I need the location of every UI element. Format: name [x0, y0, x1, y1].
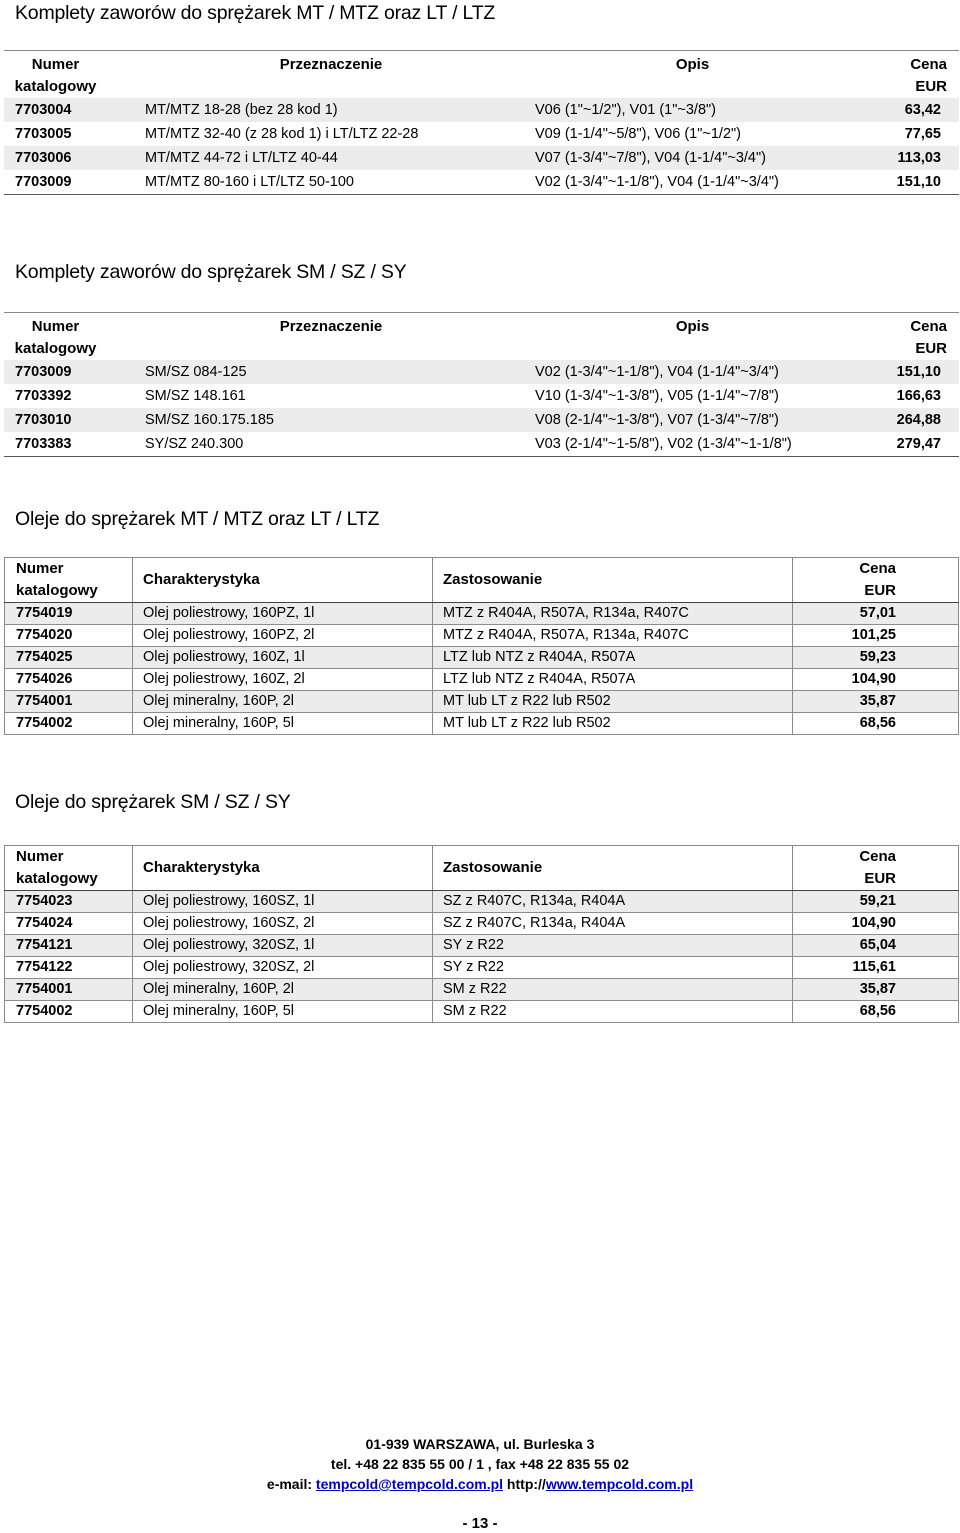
header-katalogowy: katalogowy	[16, 870, 98, 887]
table-row	[5, 891, 959, 913]
catalog-number: 7754001	[5, 979, 133, 1001]
header-cena-eur	[793, 846, 959, 891]
price-cell: 63,42	[858, 98, 959, 122]
table-row	[5, 979, 959, 1001]
catalog-number: 7703009	[4, 360, 135, 384]
header-numer-katalogowy	[5, 846, 133, 891]
characteristic-cell: Olej mineralny, 160P, 2l	[133, 979, 433, 1001]
purpose-cell: MT/MTZ 80-160 i LT/LTZ 50-100	[135, 170, 527, 195]
table-row	[4, 360, 959, 384]
header-numer: Numer	[31, 318, 80, 335]
footer-email-link[interactable]: tempcold@tempcold.com.pl	[315, 1476, 504, 1492]
price-cell: 57,01	[793, 603, 959, 625]
table-row	[4, 98, 959, 122]
footer-phone: tel. +48 22 835 55 00 / 1 , fax +48 22 835 55 02	[330, 1456, 630, 1472]
table-row	[4, 122, 959, 146]
header-zastosowanie: Zastosowanie	[433, 558, 793, 603]
catalog-number: 7754122	[5, 957, 133, 979]
table-row	[4, 170, 959, 195]
purpose-cell: SM/SZ 148.161	[145, 388, 246, 404]
header-numer: Numer	[16, 560, 64, 577]
table-row	[5, 935, 959, 957]
table-row	[5, 603, 959, 625]
characteristic-cell: Olej poliestrowy, 320SZ, 1l	[133, 935, 433, 957]
price-cell: 104,90	[793, 913, 959, 935]
application-cell: SZ z R407C, R134a, R404A	[433, 913, 793, 935]
application-cell: LTZ lub NTZ z R404A, R507A	[433, 669, 793, 691]
price-cell: 264,88	[858, 408, 959, 432]
oils-sm-table	[4, 845, 959, 1023]
table-row	[4, 146, 959, 170]
oils-mt-table	[4, 557, 959, 735]
table-row	[5, 1001, 959, 1023]
characteristic-cell: Olej mineralny, 160P, 5l	[133, 1001, 433, 1023]
description-cell: V07 (1-3/4"~7/8"), V04 (1-1/4"~3/4")	[527, 146, 858, 170]
catalog-number: 7754019	[5, 603, 133, 625]
header-katalogowy: katalogowy	[14, 340, 97, 357]
footer-web-link[interactable]: www.tempcold.com.pl	[545, 1476, 694, 1492]
description-cell: V02 (1-3/4"~1-1/8"), V04 (1-1/4"~3/4")	[527, 360, 858, 384]
header-numer-katalogowy	[5, 558, 133, 603]
table-row	[5, 625, 959, 647]
price-cell: 35,87	[793, 979, 959, 1001]
characteristic-cell: Olej mineralny, 160P, 2l	[133, 691, 433, 713]
footer-address: 01-939 WARSZAWA, ul. Burleska 3	[365, 1436, 595, 1452]
catalog-number: 7703005	[15, 126, 72, 142]
section-title-valves-sm: Komplety zaworów do sprężarek SM / SZ / SY	[15, 261, 407, 283]
price-cell: 68,56	[793, 1001, 959, 1023]
purpose-cell: MT/MTZ 32-40 (z 28 kod 1) i LT/LTZ 22-28	[145, 126, 419, 142]
characteristic-cell: Olej poliestrowy, 160PZ, 2l	[133, 625, 433, 647]
catalog-number: 7703392	[15, 388, 72, 404]
header-eur: EUR	[864, 582, 896, 599]
application-cell: SZ z R407C, R134a, R404A	[433, 891, 793, 913]
description-cell: V10 (1-3/4"~1-3/8"), V05 (1-1/4"~7/8")	[535, 388, 779, 404]
catalog-number: 7754121	[5, 935, 133, 957]
price-cell: 59,23	[793, 647, 959, 669]
price-cell: 279,47	[858, 432, 959, 457]
description-cell: V02 (1-3/4"~1-1/8"), V04 (1-1/4"~3/4")	[527, 170, 858, 195]
purpose-cell: SY/SZ 240.300	[135, 432, 527, 457]
table-row	[5, 713, 959, 735]
header-przeznaczenie: Przeznaczenie	[279, 318, 383, 335]
characteristic-cell: Olej poliestrowy, 160Z, 2l	[133, 669, 433, 691]
header-katalogowy: katalogowy	[16, 582, 98, 599]
catalog-number: 7703010	[4, 408, 135, 432]
header-cena-eur	[793, 558, 959, 603]
catalog-number: 7754026	[5, 669, 133, 691]
header-zastosowanie: Zastosowanie	[433, 846, 793, 891]
application-cell: SM z R22	[433, 979, 793, 1001]
catalog-number: 7703383	[4, 432, 135, 457]
section-title-valves-mt: Komplety zaworów do sprężarek MT / MTZ oraz LT / LTZ	[15, 2, 496, 24]
characteristic-cell: Olej poliestrowy, 320SZ, 2l	[133, 957, 433, 979]
application-cell: MT lub LT z R22 lub R502	[433, 713, 793, 735]
price-cell: 68,56	[793, 713, 959, 735]
header-cena: Cena	[859, 848, 896, 865]
table-row	[5, 691, 959, 713]
section-title-oils-sm: Oleje do sprężarek SM / SZ / SY	[15, 791, 291, 813]
catalog-number: 7703006	[4, 146, 135, 170]
application-cell: SY z R22	[433, 957, 793, 979]
section-title-oils-mt: Oleje do sprężarek MT / MTZ oraz LT / LTZ	[15, 508, 380, 530]
catalog-number: 7754025	[5, 647, 133, 669]
header-katalogowy: katalogowy	[14, 78, 97, 95]
price-cell: 113,03	[858, 146, 959, 170]
header-eur: EUR	[864, 870, 896, 887]
table-row	[5, 957, 959, 979]
price-cell: 77,65	[904, 126, 941, 142]
catalog-number: 7754001	[5, 691, 133, 713]
application-cell: LTZ lub NTZ z R404A, R507A	[433, 647, 793, 669]
price-cell: 59,21	[793, 891, 959, 913]
purpose-cell: MT/MTZ 18-28 (bez 28 kod 1)	[135, 98, 527, 122]
valves-mt-table	[4, 50, 959, 195]
price-cell: 166,63	[896, 388, 941, 404]
purpose-cell: SM/SZ 084-125	[135, 360, 527, 384]
footer-contact	[0, 1474, 960, 1494]
application-cell: MTZ z R404A, R507A, R134a, R407C	[433, 603, 793, 625]
application-cell: MTZ z R404A, R507A, R134a, R407C	[433, 625, 793, 647]
price-cell: 151,10	[858, 360, 959, 384]
catalog-number: 7754020	[5, 625, 133, 647]
header-charakterystyka: Charakterystyka	[133, 846, 433, 891]
table-row	[5, 669, 959, 691]
characteristic-cell: Olej poliestrowy, 160SZ, 2l	[133, 913, 433, 935]
table-row	[5, 913, 959, 935]
description-cell: V09 (1-1/4"~5/8"), V06 (1"~1/2")	[535, 126, 741, 142]
purpose-cell: SM/SZ 160.175.185	[135, 408, 527, 432]
description-cell: V06 (1"~1/2"), V01 (1"~3/8")	[527, 98, 858, 122]
price-cell: 115,61	[793, 957, 959, 979]
header-opis: Opis	[675, 56, 710, 73]
application-cell: SY z R22	[433, 935, 793, 957]
footer-email-prefix: e-mail:	[266, 1476, 316, 1492]
header-eur: EUR	[915, 340, 947, 357]
catalog-number: 7754002	[5, 1001, 133, 1023]
price-cell: 35,87	[793, 691, 959, 713]
footer	[0, 1434, 960, 1494]
header-eur: EUR	[915, 78, 947, 95]
price-cell: 151,10	[858, 170, 959, 195]
header-cena: Cena	[910, 56, 947, 73]
description-cell: V03 (2-1/4"~1-5/8"), V02 (1-3/4"~1-1/8")	[527, 432, 858, 457]
catalog-number: 7703009	[4, 170, 135, 195]
price-cell: 104,90	[793, 669, 959, 691]
table-row	[4, 432, 959, 457]
header-cena: Cena	[859, 560, 896, 577]
catalog-number: 7754023	[5, 891, 133, 913]
catalog-number: 7703004	[4, 98, 135, 122]
price-cell: 65,04	[793, 935, 959, 957]
price-cell: 101,25	[793, 625, 959, 647]
description-cell: V08 (2-1/4"~1-3/8"), V07 (1-3/4"~7/8")	[527, 408, 858, 432]
valves-sm-table	[4, 312, 959, 457]
table-row	[4, 408, 959, 432]
catalog-number: 7754024	[5, 913, 133, 935]
characteristic-cell: Olej poliestrowy, 160SZ, 1l	[133, 891, 433, 913]
table-row	[5, 647, 959, 669]
header-numer: Numer	[31, 56, 80, 73]
header-numer: Numer	[16, 848, 64, 865]
application-cell: MT lub LT z R22 lub R502	[433, 691, 793, 713]
header-charakterystyka: Charakterystyka	[133, 558, 433, 603]
footer-web-prefix: http://	[503, 1476, 546, 1492]
characteristic-cell: Olej poliestrowy, 160PZ, 1l	[133, 603, 433, 625]
application-cell: SM z R22	[433, 1001, 793, 1023]
page-number: - 13 -	[462, 1515, 498, 1532]
purpose-cell: MT/MTZ 44-72 i LT/LTZ 40-44	[135, 146, 527, 170]
header-cena: Cena	[910, 318, 947, 335]
characteristic-cell: Olej mineralny, 160P, 5l	[133, 713, 433, 735]
header-przeznaczenie: Przeznaczenie	[279, 56, 383, 73]
catalog-number: 7754002	[5, 713, 133, 735]
characteristic-cell: Olej poliestrowy, 160Z, 1l	[133, 647, 433, 669]
table-row	[4, 384, 959, 408]
header-opis: Opis	[675, 318, 710, 335]
